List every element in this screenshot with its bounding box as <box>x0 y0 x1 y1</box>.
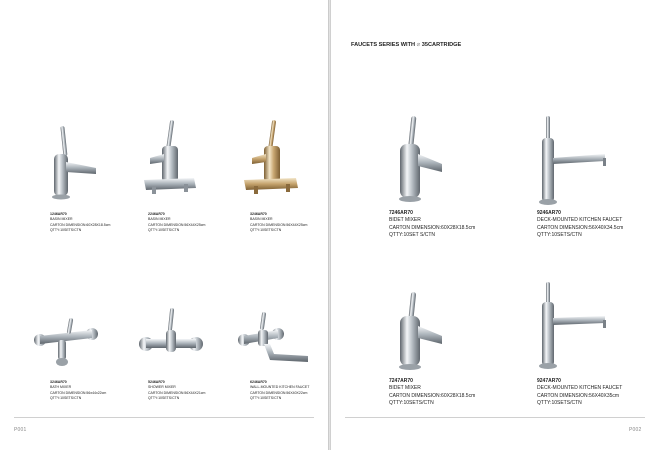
product-caption-3246ar70 <box>250 212 307 234</box>
page-number: P002 <box>629 427 642 433</box>
product-name: DECK-MOUNTED KITCHEN FAUCET <box>537 217 623 224</box>
page-number: P001 <box>14 427 27 433</box>
product-name: BIDET MIXER <box>389 385 421 392</box>
product-carton: CARTON DIMENSION:60X28X18.5cm <box>389 392 476 399</box>
footer-divider <box>14 417 314 418</box>
series-cartridge-text: 35CARTRIDGE <box>421 41 462 48</box>
basin-mixer-1246-image <box>40 122 100 207</box>
product-qty: QTTY:10SETS/CTN <box>389 399 434 406</box>
product-carton: CARTON DIMENSION:56X44X25cm <box>148 222 206 227</box>
bidet-mixer-7246-image <box>386 114 446 206</box>
product-qty: QTTY:10SETS/CTN <box>250 228 282 233</box>
product-caption-shower-mixer <box>148 380 205 402</box>
product-caption-9247ar70 <box>537 378 622 407</box>
left-catalog-page <box>0 0 328 450</box>
product-carton: CARTON DIMENSION:56X44X21cm <box>148 390 206 395</box>
product-code: 5246AR70 <box>148 380 165 384</box>
product-carton: CARTON DIMENSION:56X40X34.5cm <box>537 224 624 231</box>
wall-mounted-kitchen-faucet-image <box>236 312 310 368</box>
product-qty: QTTY:10SETS/CTN <box>148 396 180 401</box>
diameter-icon: ⌀ <box>416 42 421 48</box>
product-qty: QTTY:10SETS/CTN <box>250 396 282 401</box>
product-code: 9246AR70 <box>537 210 561 216</box>
product-qty: QTTY:10SETS/CTN <box>537 399 582 406</box>
product-carton: CARTON DIMENSION:56X44X25cm <box>250 222 308 227</box>
product-name: BASIN MIXER <box>250 217 273 222</box>
product-name: DECK-MOUNTED KITCHEN FAUCET <box>537 385 623 392</box>
product-code: 6246AR70 <box>250 380 267 384</box>
product-name: WALL-MOUNTED KITCHEN FAUCET <box>250 385 310 390</box>
product-qty: QTTY:10SET S/CTN <box>389 231 436 238</box>
product-carton: CARTON DIMENSION:60X28X18.5cm <box>389 224 476 231</box>
bidet-mixer-7247-image <box>386 290 446 374</box>
product-carton: CARTON DIMENSION:60X28X18.5cm <box>50 222 111 227</box>
product-name: SHOWER MIXER <box>148 385 176 390</box>
product-name: BASIN MIXER <box>148 217 171 222</box>
product-carton: CARTON DIMENSION:56X40X35cm <box>537 392 620 399</box>
product-caption-bath-mixer <box>50 380 106 402</box>
product-code: 1246AR70 <box>50 212 67 216</box>
product-code: 3246AR70 <box>50 380 67 384</box>
series-title-text: FAUCETS SERIES WITH <box>351 41 416 48</box>
product-caption-7247ar70 <box>389 378 475 407</box>
bath-mixer-image <box>30 318 102 370</box>
product-name: BATH MIXER <box>50 385 72 390</box>
product-code: 7246AR70 <box>389 210 413 216</box>
product-caption-1246ar70 <box>50 212 110 234</box>
product-qty: QTTY:10SETS/CTN <box>148 228 180 233</box>
product-code: 2246AR70 <box>148 212 165 216</box>
footer-divider <box>345 417 645 418</box>
right-catalog-page <box>331 0 660 450</box>
product-qty: QTTY:10SETS/CTN <box>50 228 82 233</box>
product-caption-wall-kitchen-faucet <box>250 380 309 402</box>
deck-kitchen-faucet-9247-image <box>531 280 611 372</box>
product-code: 7247AR70 <box>389 378 413 384</box>
product-qty: QTTY:10SETS/CTN <box>537 231 582 238</box>
deck-kitchen-faucet-9246-image <box>531 114 611 208</box>
shower-mixer-image <box>136 306 206 366</box>
series-title <box>351 41 461 48</box>
product-code: 3246AR70 <box>250 212 267 216</box>
product-carton: CARTON DIMENSION:56x44x22cm <box>50 390 107 395</box>
product-caption-9246ar70 <box>537 210 623 239</box>
product-caption-7246ar70 <box>389 210 475 239</box>
product-qty: QTTY:10SETS/CTN <box>50 396 82 401</box>
product-caption-2246ar70 <box>148 212 205 234</box>
product-carton: CARTON DIMENSION:56X40X22cm <box>250 390 308 395</box>
product-code: 9247AR70 <box>537 378 561 384</box>
basin-mixer-2246-image <box>140 118 200 198</box>
product-name: BIDET MIXER <box>389 217 421 224</box>
product-name: BASIN MIXER <box>50 217 73 222</box>
gold-basin-mixer-3246-image <box>240 118 302 198</box>
